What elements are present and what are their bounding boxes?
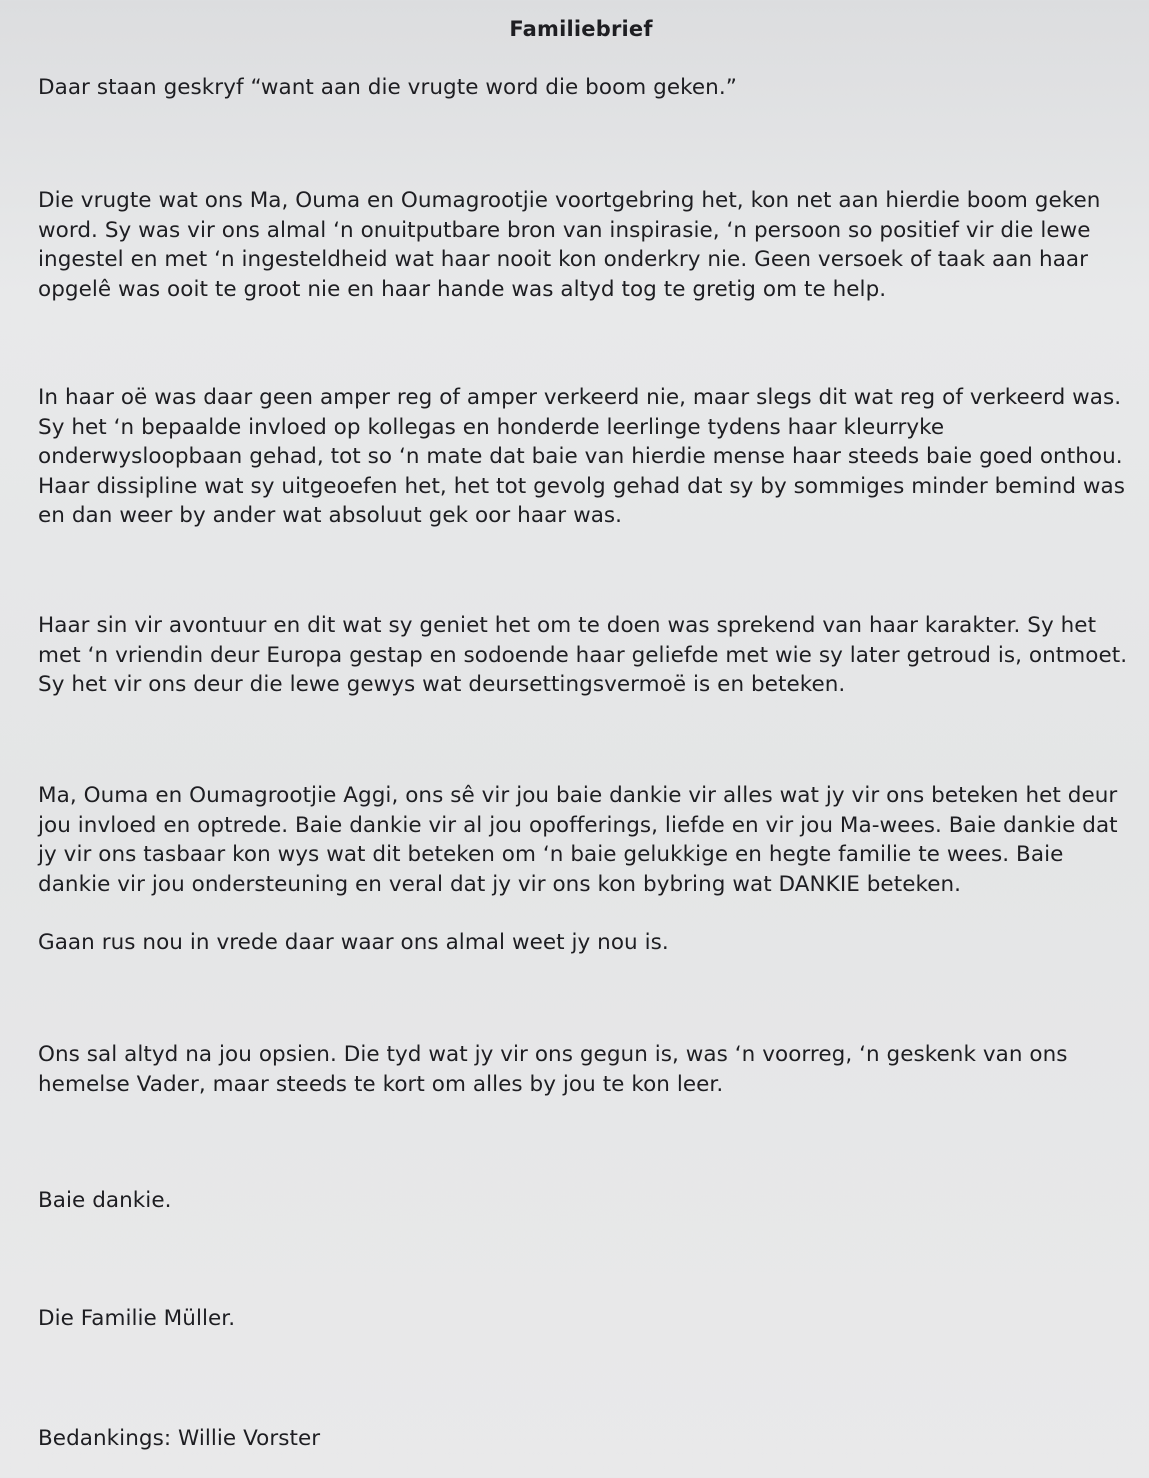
- paragraph-avontuur: Haar sin vir avontuur en dit wat sy geniet het om te doen was sprekend van haar karakter. Sy het met ‘n vriendin deur Europa gestap en sodoende haar geliefde met wie sy later getroud is, ontmoet. Sy het vir ons deur die lewe gewys wat deursettingsvermoë is en beteken.: [38, 613, 1128, 697]
- paragraph-vrugte: Die vrugte wat ons Ma, Ouma en Oumagrootjie voortgebring het, kon net aan hierdie boom geken word. Sy was vir ons almal ‘n onuitputbare bron van inspirasie, ‘n persoon so positief vir die lewe ingestel en met ‘n ingesteldheid wat haar nooit kon onderkry nie. Geen versoek of taak aan haar opgelê was ooit te groot nie en haar hande was altyd tog te gretig om te help.: [38, 188, 1101, 302]
- paragraph-quote: Daar staan geskryf “want aan die vrugte word die boom geken.”: [38, 75, 737, 100]
- paragraph-dankie: Ma, Ouma en Oumagrootjie Aggi, ons sê vir jou baie dankie vir alles wat jy vir ons beteken het deur jou invloed en optrede. Baie dankie vir al jou opofferings, liefde en vir jou Ma-wees. Baie dankie dat jy vir ons tasbaar kon wys wat dit beteken om ‘n baie gelukkige en hegte familie te wees. Baie dankie vir jou ondersteuning en veral dat jy vir ons kon bybring wat DANKIE beteken.: [38, 783, 1118, 897]
- credits-line: Bedankings: Willie Vorster: [38, 1426, 321, 1451]
- signature-family: Die Familie Müller.: [38, 1306, 236, 1331]
- letter-title: Familiebrief: [509, 17, 653, 41]
- closing-thanks: Baie dankie.: [38, 1188, 172, 1213]
- paragraph-opsien: Ons sal altyd na jou opsien. Die tyd wat jy vir ons gegun is, was ‘n voorreg, ‘n geskenk van ons hemelse Vader, maar steeds te kort om alles by jou te kon leer.: [38, 1042, 1068, 1097]
- paragraph-gaan-rus: Gaan rus nou in vrede daar waar ons almal weet jy nou is.: [38, 930, 669, 955]
- paragraph-haar-oe: In haar oë was daar geen amper reg of amper verkeerd nie, maar slegs dit wat reg of verkeerd was. Sy het ‘n bepaalde invloed op kollegas en honderde leerlinge tydens haar kleurryke onderwysloopbaan gehad, tot so ‘n mate dat baie van hierdie mense haar steeds baie goed onthou. Haar dissipline wat sy uitgeoefen het, het tot gevolg gehad dat sy by sommiges minder bemind was en dan weer by ander wat absoluut gek oor haar was.: [38, 385, 1126, 528]
